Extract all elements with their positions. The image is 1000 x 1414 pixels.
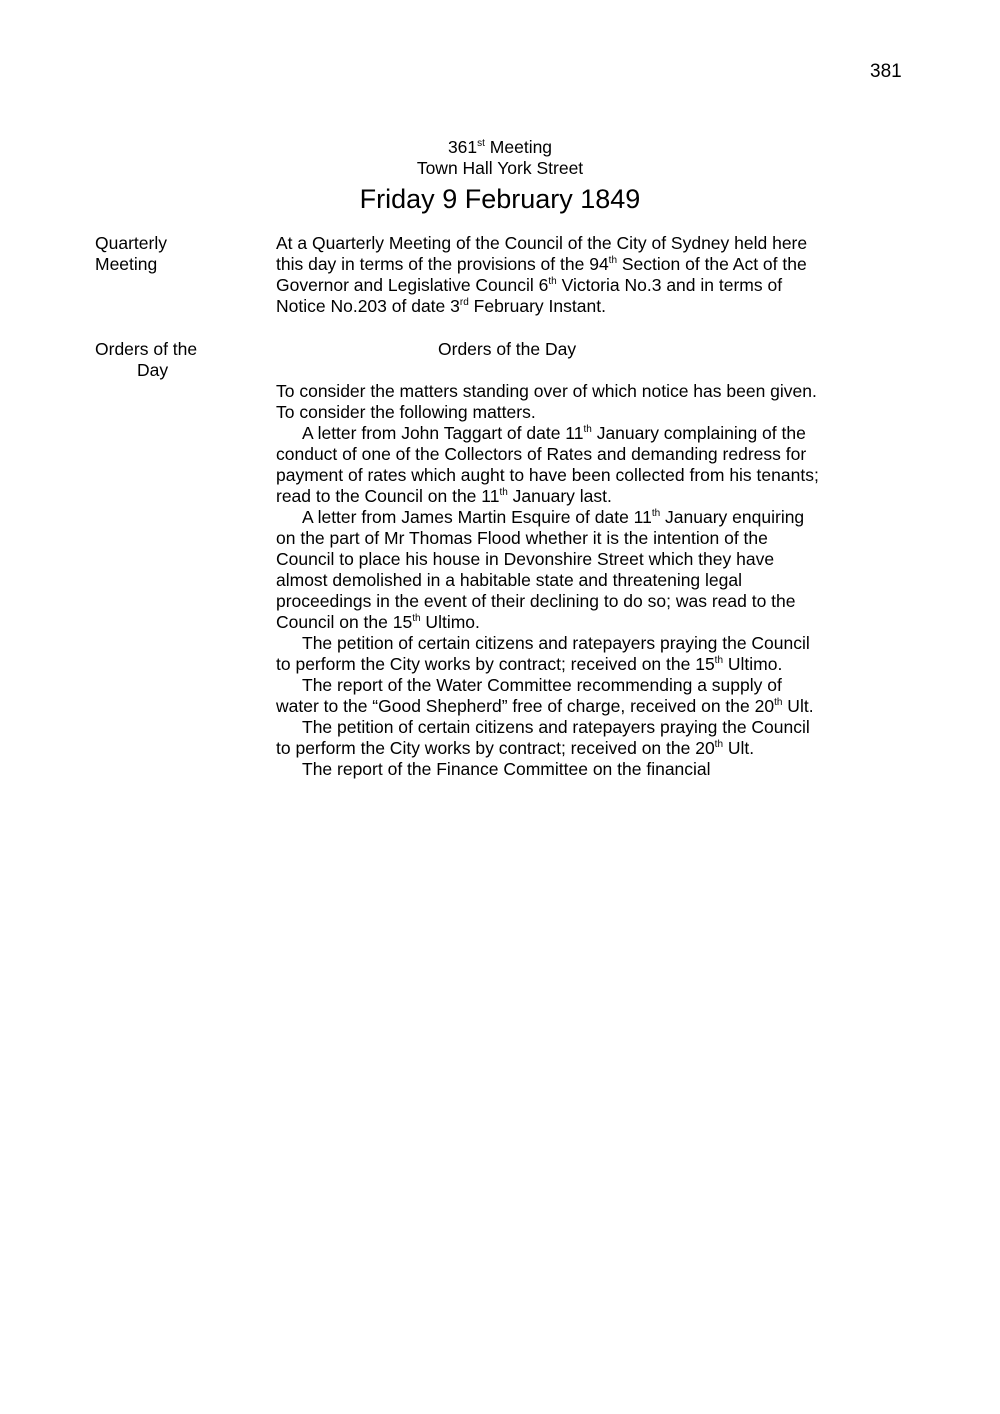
margin-note-quarterly-meeting: [95, 233, 235, 275]
text-line: proceedings in the event of their declining to do so; was read to the: [276, 591, 796, 611]
text-line: The report of the Finance Committee on the financial: [302, 759, 711, 779]
text-line: to perform the City works by contract; received on the 15th Ultimo.: [276, 654, 783, 674]
quarterly-meeting-paragraph: [276, 233, 866, 317]
margin-note-line: Day: [137, 360, 169, 380]
text-line: conduct of one of the Collectors of Rates and demanding redress for: [276, 444, 807, 464]
text-line: this day in terms of the provisions of the 94th Section of the Act of the: [276, 254, 807, 274]
page-number: 381: [870, 61, 902, 82]
text-line: to perform the City works by contract; received on the 20th Ult.: [276, 738, 755, 758]
text-line: Notice No.203 of date 3rd February Instant.: [276, 296, 606, 316]
orders-paragraph: [276, 381, 866, 780]
text-line: Council on the 15th Ultimo.: [276, 612, 480, 632]
text-line: The petition of certain citizens and ratepayers praying the Council: [302, 633, 810, 653]
text-line: To consider the matters standing over of which notice has been given.: [276, 381, 817, 401]
text-line: payment of rates which aught to have been collected from his tenants;: [276, 465, 819, 485]
margin-note-orders-of-the-day: [95, 339, 235, 381]
orders-heading: Orders of the Day: [438, 339, 577, 359]
meeting-number: [0, 137, 1000, 158]
text-line: To consider the following matters.: [276, 402, 536, 422]
text-line: Governor and Legislative Council 6th Victoria No.3 and in terms of: [276, 275, 783, 295]
meeting-location: Town Hall York Street: [416, 158, 584, 178]
text-line: A letter from James Martin Esquire of date 11th January enquiring: [302, 507, 805, 527]
text-line: water to the “Good Shepherd” free of charge, received on the 20th Ult.: [276, 696, 814, 716]
meeting-number-suffix: st: [477, 138, 485, 149]
meeting-word: Meeting: [484, 137, 553, 157]
text-line: The petition of certain citizens and ratepayers praying the Council: [302, 717, 810, 737]
meeting-header: [0, 137, 1000, 216]
text-line: on the part of Mr Thomas Flood whether it is the intention of the: [276, 528, 768, 548]
text-line: At a Quarterly Meeting of the Council of the City of Sydney held here: [276, 233, 808, 253]
margin-note-line: Orders of the: [95, 339, 198, 359]
meeting-number-value: 361: [447, 137, 478, 157]
text-line: The report of the Water Committee recommending a supply of: [302, 675, 782, 695]
text-line: almost demolished in a habitable state and threatening legal: [276, 570, 743, 590]
margin-note-line: Quarterly: [95, 233, 167, 253]
text-line: A letter from John Taggart of date 11th January complaining of the: [302, 423, 806, 443]
margin-note-line: Meeting: [95, 254, 158, 274]
text-line: read to the Council on the 11th January last.: [276, 486, 612, 506]
text-line: Council to place his house in Devonshire Street which they have: [276, 549, 775, 569]
meeting-date: Friday 9 February 1849: [359, 184, 641, 214]
